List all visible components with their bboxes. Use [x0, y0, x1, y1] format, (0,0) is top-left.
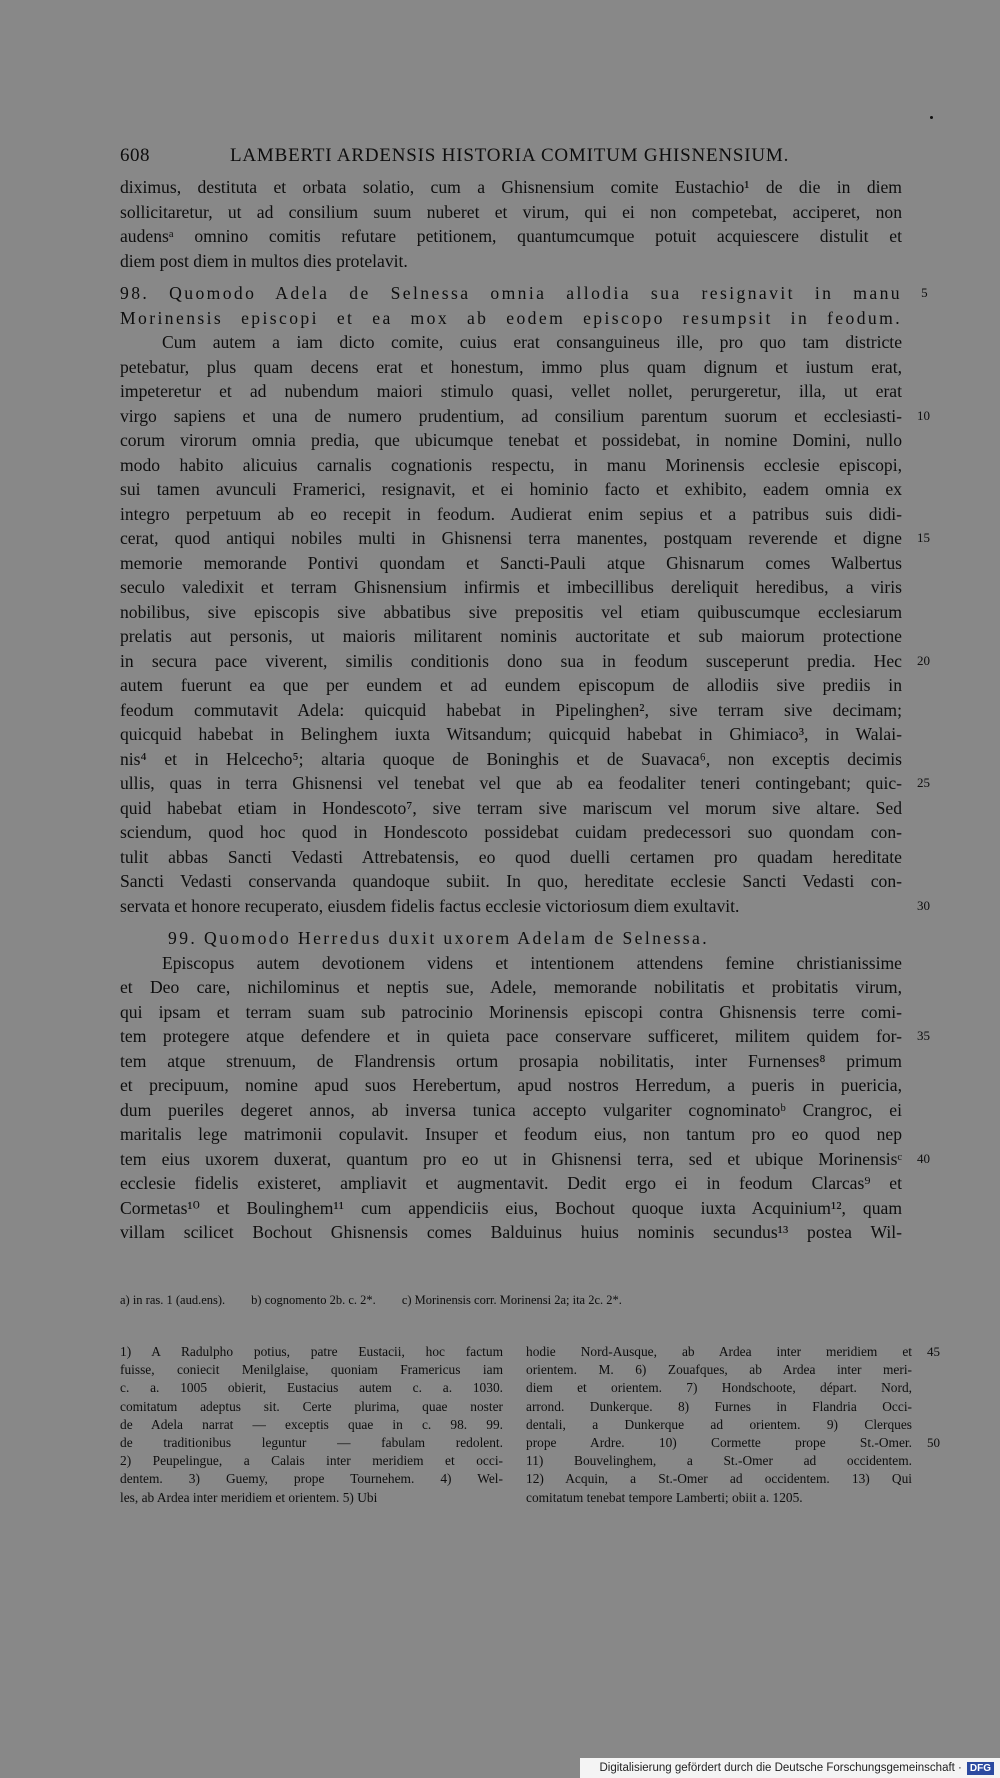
text: maritalis lege matrimonii copulavit. Insuper et feodum eius, non tantum pro eo quod nep	[120, 1124, 902, 1144]
section-99-heading	[120, 926, 902, 951]
line-number: 35	[917, 1028, 930, 1043]
footnote-line	[120, 1434, 503, 1452]
critical-apparatus	[120, 1293, 902, 1308]
text: qui ipsam et terram suam sub patrocinio Morinensis episcopi contra Ghisnensis terre comi-	[120, 1001, 902, 1022]
text-line	[120, 1171, 902, 1196]
text-line	[120, 1000, 902, 1025]
digitization-footer	[580, 1758, 1000, 1778]
text: sciendum, quod hoc quod in Hondescoto possidebat cuidam predecessori suo quondam con-	[120, 822, 902, 842]
line-number: 20	[917, 652, 930, 668]
dfg-logo: DFG	[967, 1762, 994, 1775]
heading-line	[120, 926, 902, 951]
footnote-line	[120, 1343, 503, 1361]
text: tem atque strenuum, de Flandrensis ortum prosapia nobilitatis, inter Furnenses⁸ primum	[120, 1050, 902, 1071]
text: ullis, quas in terra Ghisnensi vel tenebat vel que ab ea feodaliter teneri contingebant; quic-	[120, 773, 902, 793]
text: tem eius uxorem duxerat, quantum pro eo ut in Ghisnensi terra, sed et ubique Morinensisᶜ	[120, 1148, 902, 1169]
footnote-line	[526, 1398, 912, 1416]
text-line	[120, 624, 902, 649]
text: impeteretur et ad nubendum maiori stimulo quasi, vellet nollet, perurgeretur, illa, ut erat	[120, 381, 902, 401]
text-line	[120, 796, 902, 821]
text: Sancti Vedasti conservanda quandoque subiit. In quo, hereditate ecclesie Sancti Vedasti con-	[120, 871, 902, 891]
text: 12) Acquin, a St.-Omer ad occidentem. 13) Qui	[526, 1471, 912, 1487]
text-line	[120, 771, 930, 796]
text-line	[120, 600, 902, 625]
footnote-line	[526, 1416, 912, 1434]
text: quicquid habebat in Belinghem iuxta Witsandum; quicquid habebat in Ghimiaco³, in Walai-	[120, 724, 902, 744]
page-header	[120, 145, 902, 175]
text-line	[120, 820, 902, 845]
text: modo habito alicuius carnalis cognationis respectu, in manu Morinensis ecclesie episcopi,	[120, 454, 902, 475]
apparatus-note: c) Morinensis corr. Morinensi 2a; ita 2c. 2*.	[401, 1293, 622, 1307]
text: servata et honore recuperato, eiusdem fidelis factus ecclesie victoriosum diem exultavit.	[120, 895, 740, 916]
text: hodie Nord-Ausque, ab Ardea inter meridiem et	[526, 1344, 912, 1359]
text: c. a. 1005 obierit, Eustacius autem c. a. 1030.	[120, 1380, 503, 1396]
text: dentali, a Dunkerque ad orientem. 9) Clerques	[526, 1416, 912, 1432]
footnote-line	[526, 1379, 912, 1397]
text-line	[120, 673, 902, 698]
section-99-text	[120, 951, 930, 1245]
text-line	[120, 477, 902, 502]
text: petebatur, plus quam decens erat et honestum, immo plus quam dignum et iustum erat,	[120, 356, 902, 377]
footnote-line	[120, 1470, 503, 1488]
text: comitatum tenebat tempore Lamberti; obiit a. 1205.	[526, 1489, 803, 1505]
text: les, ab Ardea inter meridiem et orientem. 5) Ubi	[120, 1489, 378, 1505]
footnote-line	[526, 1452, 912, 1470]
text: 11) Bouvelinghem, a St.-Omer ad occidentem.	[526, 1453, 912, 1469]
line-number: 10	[917, 407, 930, 423]
text: feodum commutavit Adela: quicquid habebat in Pipelinghen², sive terram sive decimam;	[120, 699, 902, 720]
text: sollicitaretur, ut ad consilium suum nuberet et virum, qui ei non competebat, acciperet, non	[120, 201, 902, 222]
text: cerat, quod antiqui nobiles multi in Ghisnensi terra manentes, postquam reverende et digne	[120, 528, 902, 548]
apparatus-note: a) in ras. 1 (aud.ens).	[120, 1293, 226, 1307]
text: corum virorum omnia predia, que ubicumque tenebat et possidebat, in nomine Domini, nullo	[120, 430, 902, 450]
text: arrond. Dunkerque. 8) Furnes in Flandria Occi-	[526, 1398, 912, 1414]
text: prope Ardre. 10) Cormette prope St.-Omer.	[526, 1434, 912, 1450]
text: quid habebat etiam in Hondescoto⁷, sive terram sive mariscum vel morum sive altare. Sed	[120, 797, 902, 818]
text-line	[120, 1073, 902, 1098]
footnote-line	[120, 1398, 503, 1416]
text: ecclesie fidelis existeret, ampliavit et augmentavit. Dedit ergo ei in feodum Clarcas⁹ et	[120, 1173, 902, 1193]
text: villam scilicet Bochout Ghisnensis comes Balduinus huius nominis secundus¹³ postea Wil-	[120, 1222, 902, 1242]
text: autem fuerunt ea que per eundem et ad eundem episcopum de allodiis sive prediis in	[120, 675, 902, 695]
text: sui tamen avunculi Framerici, resignavit, et ei hominio facto et exhibito, eadem omnia ex	[120, 479, 902, 499]
footnote-line	[120, 1361, 503, 1379]
text: 1) A Radulpho potius, patre Eustacii, hoc factum	[120, 1344, 503, 1359]
text-line	[120, 1024, 930, 1049]
heading-line	[120, 281, 930, 306]
text-line	[120, 502, 902, 527]
text-line	[120, 698, 902, 723]
text-line	[120, 649, 930, 674]
text-line	[120, 869, 902, 894]
text: et Deo care, nichilominus et neptis sue, Adele, memorande nobilitatis et probitatis virum,	[120, 977, 902, 997]
page-number: 608	[120, 145, 150, 166]
text-line	[120, 975, 902, 1000]
text-line	[120, 845, 902, 870]
text-line	[120, 951, 902, 976]
text-line	[120, 224, 902, 249]
text-line	[120, 249, 902, 274]
text-line	[120, 1147, 930, 1172]
text: tem protegere atque defendere et in quieta pace conservare sufficeret, militem quidem for-	[120, 1026, 902, 1046]
text-line	[120, 200, 902, 225]
text: nis⁴ et in Helcecho⁵; altaria quoque de Boninghis et de Suavaca⁶, non exceptis decimis	[120, 748, 902, 769]
paragraph-continuation	[120, 175, 902, 273]
line-number: 25	[917, 775, 930, 790]
text-line	[120, 330, 902, 355]
text-line	[120, 379, 902, 404]
text-line	[120, 894, 930, 919]
text: dentem. 3) Guemy, prope Tournehem. 4) Wel-	[120, 1471, 503, 1487]
text-line	[120, 453, 902, 478]
footnote-line	[526, 1434, 940, 1452]
text: fuisse, coniecit Menilglaise, quoniam Framericus iam	[120, 1362, 503, 1378]
text-line	[120, 1196, 902, 1221]
text-line	[120, 1049, 902, 1074]
text-line	[120, 1122, 902, 1147]
text: de traditionibus leguntur — fabulam redolent.	[120, 1434, 503, 1450]
text: seculo valedixit et terram Ghisnensium infirmis et imbecillibus dereliquit heredibus, a viris	[120, 577, 902, 597]
page	[120, 145, 930, 1245]
footnote-line	[120, 1452, 503, 1470]
text: in secura pace viverent, similis conditionis dono sua in feodum susceperunt predia. Hec	[120, 650, 902, 671]
text-line	[120, 355, 902, 380]
line-number: 5	[921, 285, 930, 300]
line-number: 45	[927, 1344, 940, 1359]
text: Episcopus autem devotionem videns et intentionem attendens femine christianissime	[162, 952, 902, 973]
running-title: LAMBERTI ARDENSIS HISTORIA COMITUM GHISNENSIUM.	[230, 145, 790, 166]
text: orientem. M. 6) Zouafques, ab Ardea inter meri-	[526, 1362, 912, 1378]
footnote-line	[526, 1470, 912, 1488]
line-number: 30	[917, 897, 930, 913]
footnote-line	[120, 1489, 503, 1507]
apparatus-note: b) cognomento 2b. c. 2*.	[251, 1293, 376, 1307]
text-line	[120, 526, 930, 551]
text: virgo sapiens et una de numero prudentium, ad consilium parentum suorum et ecclesiasti-	[120, 405, 902, 426]
text: prelatis aut personis, ut maioris militarent nominis auctoritate et sub maiorum protectione	[120, 626, 902, 646]
footer-text: Digitalisierung gefördert durch die Deutsche Forschungsgemeinschaft ·	[599, 1762, 962, 1774]
footnote-line	[526, 1489, 912, 1507]
text-line	[120, 551, 902, 576]
text: audensᵃ omnino comitis refutare petitionem, quantumcumque potuit acquiescere distulit et	[120, 226, 902, 246]
footnote-line	[120, 1416, 503, 1434]
text: 98. Quomodo Adela de Selnessa omnia allodia sua resignavit in manu	[120, 283, 902, 303]
text-line	[120, 1220, 902, 1245]
section-98-heading	[120, 281, 930, 330]
line-number: 40	[917, 1150, 930, 1166]
text-line	[120, 722, 902, 747]
text: et precipuum, nomine apud suos Herebertum, apud nostros Herredum, a pueris in puericia,	[120, 1075, 902, 1095]
text: Cum autem a iam dicto comite, cuius erat consanguineus ille, pro quo tam districte	[162, 332, 902, 352]
text: de Adela narrat — exceptis quae in c. 98. 99.	[120, 1416, 503, 1432]
text-line	[120, 1098, 902, 1123]
text: diem post diem in multos dies protelavit.	[120, 250, 408, 271]
text-line	[120, 428, 902, 453]
text: diximus, destituta et orbata solatio, cum a Ghisnensium comite Eustachio¹ de die in diem	[120, 177, 902, 197]
text: Morinensis episcopi et ea mox ab eodem episcopo resumpsit in feodum.	[120, 307, 902, 328]
text: comitatum adeptus sit. Certe plurima, quae noster	[120, 1398, 503, 1414]
section-98-text	[120, 330, 930, 918]
heading-line	[120, 306, 902, 331]
text-line	[120, 404, 930, 429]
text: tulit abbas Sancti Vedasti Attrebatensis, eo quod duelli certamen pro quadam hereditate	[120, 846, 902, 867]
text: dum pueriles degeret annos, ab inversa tunica accepto vulgariter cognominatoᵇ Crangroc, ei	[120, 1099, 902, 1120]
text: 2) Peupelingue, a Calais inter meridiem et occi-	[120, 1453, 503, 1469]
line-number: 15	[917, 530, 930, 545]
footnote-line	[526, 1343, 940, 1361]
text: memorie memorande Pontivi quondam et Sancti-Pauli atque Ghisnarum comes Walbertus	[120, 552, 902, 573]
footnotes-right-column	[526, 1343, 940, 1507]
text: integro perpetuum ab eo recepit in feodum. Audierat enim sepius et a patribus suis didi-	[120, 503, 902, 524]
line-number: 50	[927, 1434, 940, 1450]
footnote-line	[526, 1361, 912, 1379]
text-line	[120, 747, 902, 772]
text-line	[120, 175, 902, 200]
speck	[930, 116, 933, 119]
text: 99. Quomodo Herredus duxit uxorem Adelam de Selnessa.	[168, 928, 710, 948]
text: diem et orientem. 7) Hondschoote, départ. Nord,	[526, 1380, 912, 1396]
text: nobilibus, sive episcopis sive abbatibus sive prepositis vel etiam quibuscumque ecclesiarum	[120, 601, 902, 622]
text-line	[120, 575, 902, 600]
text: Cormetas¹⁰ et Boulinghem¹¹ cum appendiciis eius, Bochout quoque iuxta Acquinium¹², quam	[120, 1197, 902, 1218]
footnote-line	[120, 1379, 503, 1397]
footnotes-left-column	[120, 1343, 503, 1507]
